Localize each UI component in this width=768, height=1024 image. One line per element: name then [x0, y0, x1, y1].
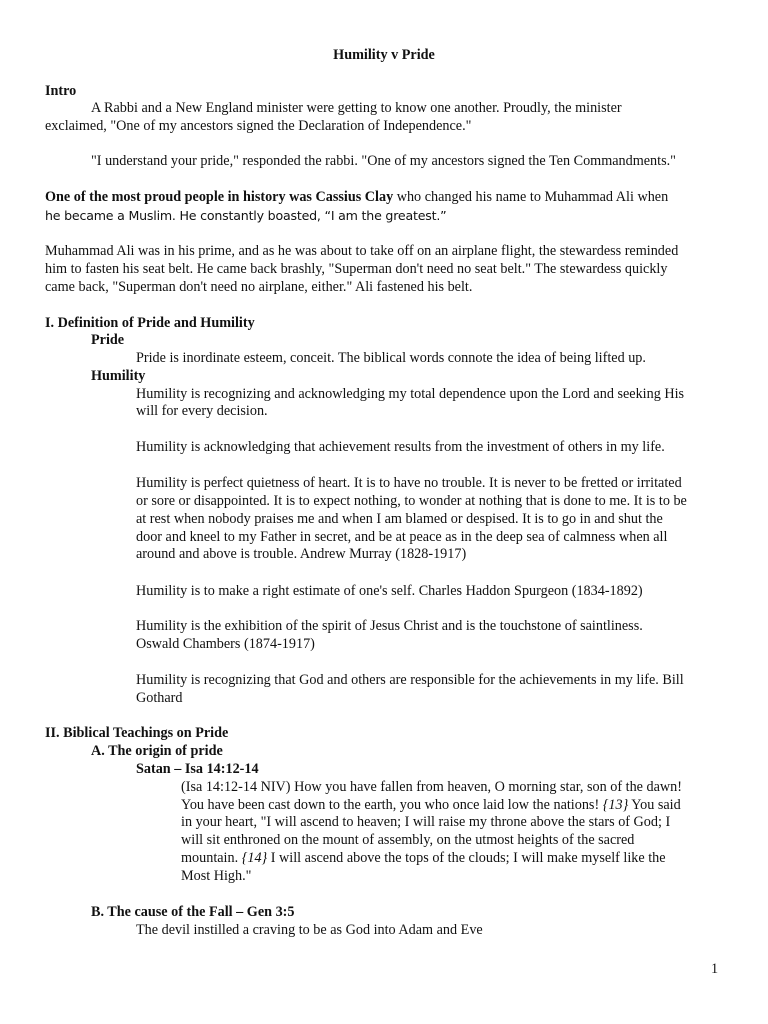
pride-definition: Pride is inordinate esteem, conceit. The biblical words connote the idea of being lifted up.: [136, 350, 646, 366]
cause-of-fall-text: The devil instilled a craving to be as God into Adam and Eve: [136, 922, 483, 938]
satan-reference-heading: Satan – Isa 14:12-14: [136, 761, 259, 777]
document-title: Humility v Pride: [333, 47, 435, 63]
verse-line-4: will sit enthroned on the mount of assembly, on the utmost heights of the sacred: [181, 832, 635, 848]
humility-def-4: Humility is to make a right estimate of one's self. Charles Haddon Spurgeon (1834-1892): [136, 583, 643, 599]
pride-heading: Pride: [91, 332, 125, 348]
humility-def-1-line-2: will for every decision.: [136, 403, 268, 419]
intro-heading: Intro: [45, 83, 77, 99]
cause-of-fall-heading: B. The cause of the Fall – Gen 3:5: [91, 904, 295, 920]
humility-def-3-line-2: or sore or disappointed. It is to expect nothing, to wonder at nothing that is done to me. It is to be: [136, 493, 687, 509]
verse-line-3: in your heart, "I will ascend to heaven; I will raise my throne above the stars of God; I: [181, 814, 671, 830]
humility-def-3-line-3: at rest when nobody praises me and when I am blamed or despised. It is to go in and shut the: [136, 511, 663, 527]
page-number: 1: [711, 961, 719, 977]
verse-line-5-text: mountain.: [181, 850, 242, 866]
intro-paragraph-1-line-1: A Rabbi and a New England minister were getting to know one another. Proudly, the minister: [91, 100, 622, 116]
intro-paragraph-3-line-2: he became a Muslim. He constantly boasted, “I am the greatest.”: [45, 208, 447, 223]
intro-paragraph-1-line-2: exclaimed, "One of my ancestors signed the Declaration of Independence.": [45, 118, 472, 134]
humility-def-5-line-1: Humility is the exhibition of the spirit of Jesus Christ and is the touchstone of saintliness.: [136, 618, 643, 634]
intro-paragraph-2: "I understand your pride," responded the rabbi. "One of my ancestors signed the Ten Commandments.": [91, 153, 676, 169]
humility-def-6-line-1: Humility is recognizing that God and others are responsible for the achievements in my life. Bill: [136, 672, 684, 688]
verse-line-2-end: You said: [628, 797, 681, 813]
verse-line-5-end: I will ascend above the tops of the clouds; I will make myself like the: [267, 850, 666, 866]
verse-line-5: [181, 850, 666, 867]
verse-line-2-text: You have been cast down to the earth, you who once laid low the nations!: [181, 797, 603, 813]
verse-line-6: Most High.": [181, 868, 252, 884]
humility-heading: Humility: [91, 368, 146, 384]
origin-of-pride-heading: A. The origin of pride: [91, 743, 223, 759]
section-1-heading: I. Definition of Pride and Humility: [45, 315, 255, 331]
cassius-clay-bold-text: One of the most proud people in history was Cassius Clay: [45, 189, 394, 205]
verse-line-2: [181, 797, 681, 814]
humility-def-1-line-1: Humility is recognizing and acknowledging my total dependence upon the Lord and seeking His: [136, 386, 685, 402]
humility-def-6-line-2: Gothard: [136, 690, 183, 706]
section-2-heading: II. Biblical Teachings on Pride: [45, 725, 229, 741]
humility-def-2: Humility is acknowledging that achievement results from the investment of others in my life.: [136, 439, 665, 455]
verse-number-14: {14}: [241, 850, 268, 866]
verse-number-13: {13}: [602, 797, 629, 813]
humility-def-5-line-2: Oswald Chambers (1874-1917): [136, 636, 315, 652]
intro-paragraph-4-line-1: Muhammad Ali was in his prime, and as he was about to take off on an airplane flight, the stewardess reminded: [45, 243, 679, 259]
humility-def-3-line-4: door and kneel to my Father in secret, and be at peace as in the deep sea of calmness when all: [136, 529, 668, 545]
intro-paragraph-3-line-1: [45, 189, 668, 206]
cassius-clay-rest-text: who changed his name to Muhammad Ali when: [393, 189, 669, 205]
intro-paragraph-4-line-3: came back, "Superman don't need no airplane, either." Ali fastened his belt.: [45, 279, 473, 295]
verse-line-1: (Isa 14:12-14 NIV) How you have fallen from heaven, O morning star, son of the dawn!: [181, 779, 682, 795]
intro-paragraph-4-line-2: him to fasten his seat belt. He came back brashly, "Superman don't need no seat belt." The stewardess quickly: [45, 261, 668, 277]
humility-def-3-line-5: around and above is trouble. Andrew Murray (1828-1917): [136, 546, 467, 562]
humility-def-3-line-1: Humility is perfect quietness of heart. It is to have no trouble. It is never to be fretted or irritated: [136, 475, 682, 491]
